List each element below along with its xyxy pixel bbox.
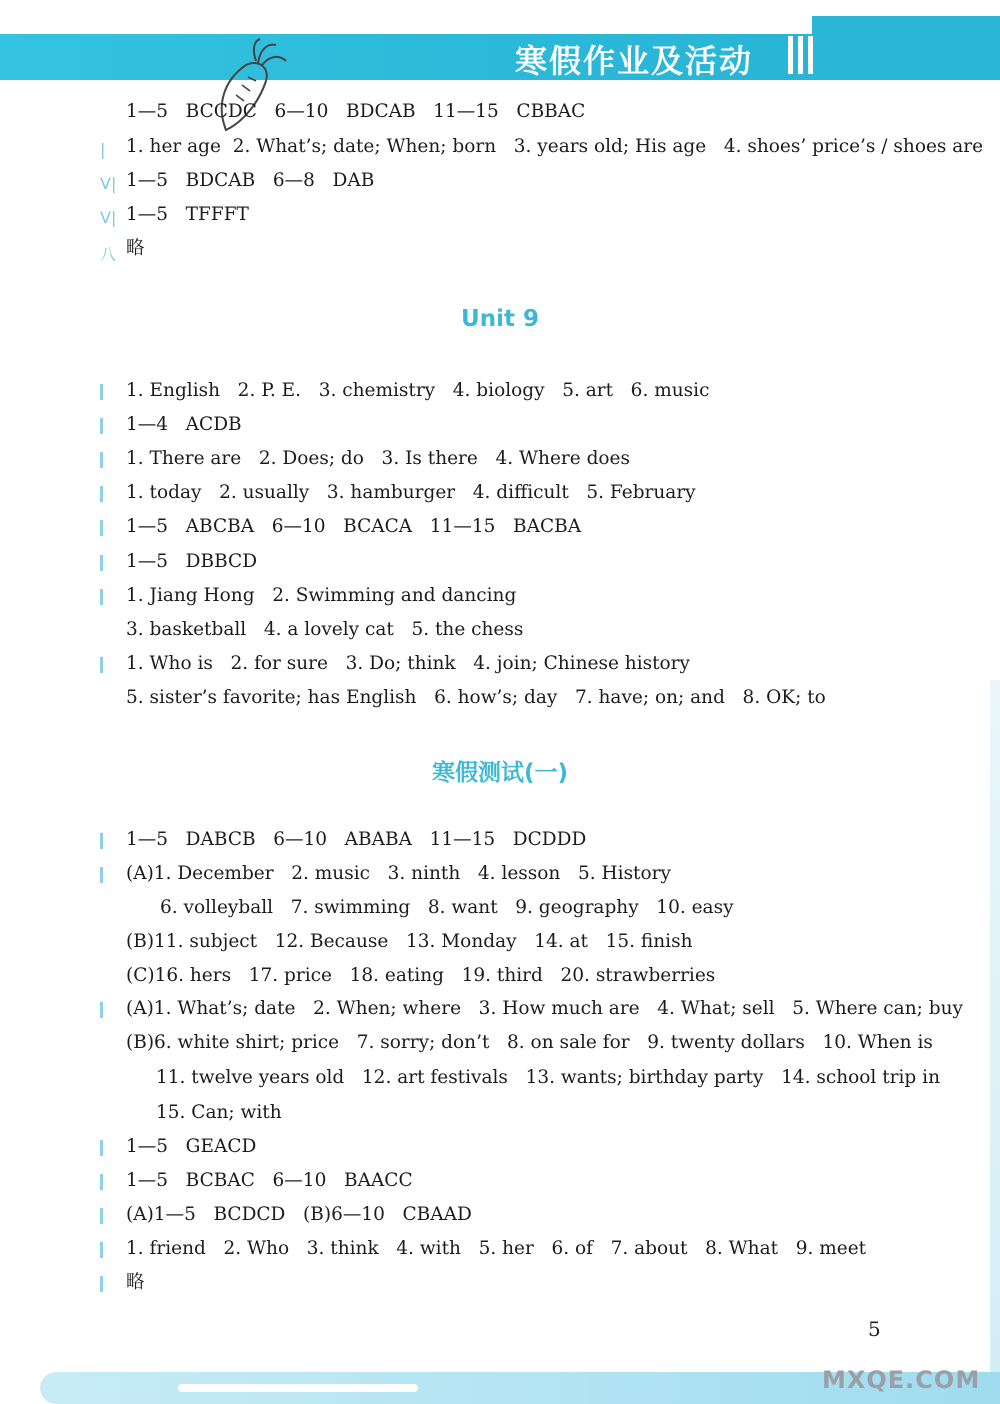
roman-numeral-marker [100,589,105,609]
unit9-title: Unit 9 [461,306,539,332]
roman-numeral-marker [100,520,105,540]
roman-numeral-marker [100,555,105,575]
answer-line: (A)1. December 2. music 3. ninth 4. lesson 5. History [126,863,671,884]
answer-line: 11. twelve years old 12. art festivals 13. wants; birthday party 14. school trip in [156,1067,940,1088]
page-header-title: 寒假作业及活动 [515,42,754,80]
roman-numeral-marker: V| [100,174,117,193]
roman-numeral-marker [100,1208,105,1228]
answer-line: 1—5 TFFFT [126,204,249,225]
header-bars-decoration [788,36,813,74]
roman-numeral-marker: 八 [100,245,117,264]
answer-line: 1—5 BCCDC 6—10 BDCAB 11—15 CBBAC [126,101,586,122]
roman-numeral-marker [100,1242,105,1262]
answer-line: 1—5 GEACD [126,1136,257,1157]
answer-line: 1—5 BCBAC 6—10 BAACC [126,1170,413,1191]
answer-line: (B)11. subject 12. Because 13. Monday 14. at 15. finish [126,931,693,952]
roman-numeral-marker [100,1002,105,1022]
answer-line: 1. Jiang Hong 2. Swimming and dancing [126,585,517,606]
roman-numeral-marker [100,486,105,506]
roman-numeral-marker [100,418,105,438]
answer-line: 1—5 BDCAB 6—8 DAB [126,170,375,191]
answer-line: 1—5 DABCB 6—10 ABABA 11—15 DCDDD [126,829,587,850]
answer-line: 1. Who is 2. for sure 3. Do; think 4. join; Chinese history [126,653,690,674]
test1-title: 寒假测试(一) [431,760,569,786]
answer-line: (C)16. hers 17. price 18. eating 19. third 20. strawberries [126,965,716,986]
answer-line: 1. today 2. usually 3. hamburger 4. difficult 5. February [126,482,696,503]
roman-numeral-marker [100,1276,105,1296]
roman-numeral-marker [100,384,105,404]
answer-line: 15. Can; with [156,1102,282,1123]
answer-line: 1. There are 2. Does; do 3. Is there 4. Where does [126,448,630,469]
answer-line: 1. her age 2. What’s; date; When; born 3. years old; His age 4. shoes’ price’s / shoes are [126,136,984,157]
answer-line: 1. friend 2. Who 3. think 4. with 5. her 6. of 7. about 8. What 9. meet [126,1238,867,1259]
right-edge-strip [990,680,1000,1380]
answer-line: 1—5 ABCBA 6—10 BCACA 11—15 BACBA [126,516,582,537]
answer-line: 略 [126,238,145,259]
carrot-doodle-icon [196,35,296,145]
footer-highlight [178,1384,418,1392]
roman-numeral-marker [100,1140,105,1160]
roman-numeral-marker [100,867,105,887]
answer-line: 略 [126,1272,145,1293]
answer-line: 1—5 DBBCD [126,551,258,572]
roman-numeral-marker [100,452,105,472]
roman-numeral-marker: V| [100,208,117,227]
header-tab [812,16,1000,80]
roman-numeral-marker [100,833,105,853]
answer-line: 5. sister’s favorite; has English 6. how’s; day 7. have; on; and 8. OK; to [126,687,826,708]
answer-line: (A)1. What’s; date 2. When; where 3. How much are 4. What; sell 5. Where can; buy [126,998,963,1019]
roman-numeral-marker [100,657,105,677]
roman-numeral-marker: | [100,140,106,159]
page-number: 5 [868,1317,881,1341]
roman-numeral-marker [100,1174,105,1194]
answer-line: (A)1—5 BCDCD (B)6—10 CBAAD [126,1204,472,1225]
answer-line: 3. basketball 4. a lovely cat 5. the chess [126,619,524,640]
answer-line: (B)6. white shirt; price 7. sorry; don’t 8. on sale for 9. twenty dollars 10. When is [126,1032,933,1053]
answer-line: 1—4 ACDB [126,414,242,435]
watermark-logo: MXQE.COM [822,1366,981,1394]
answer-line: 1. English 2. P. E. 3. chemistry 4. biology 5. art 6. music [126,380,710,401]
answer-line: 6. volleyball 7. swimming 8. want 9. geography 10. easy [160,897,734,918]
